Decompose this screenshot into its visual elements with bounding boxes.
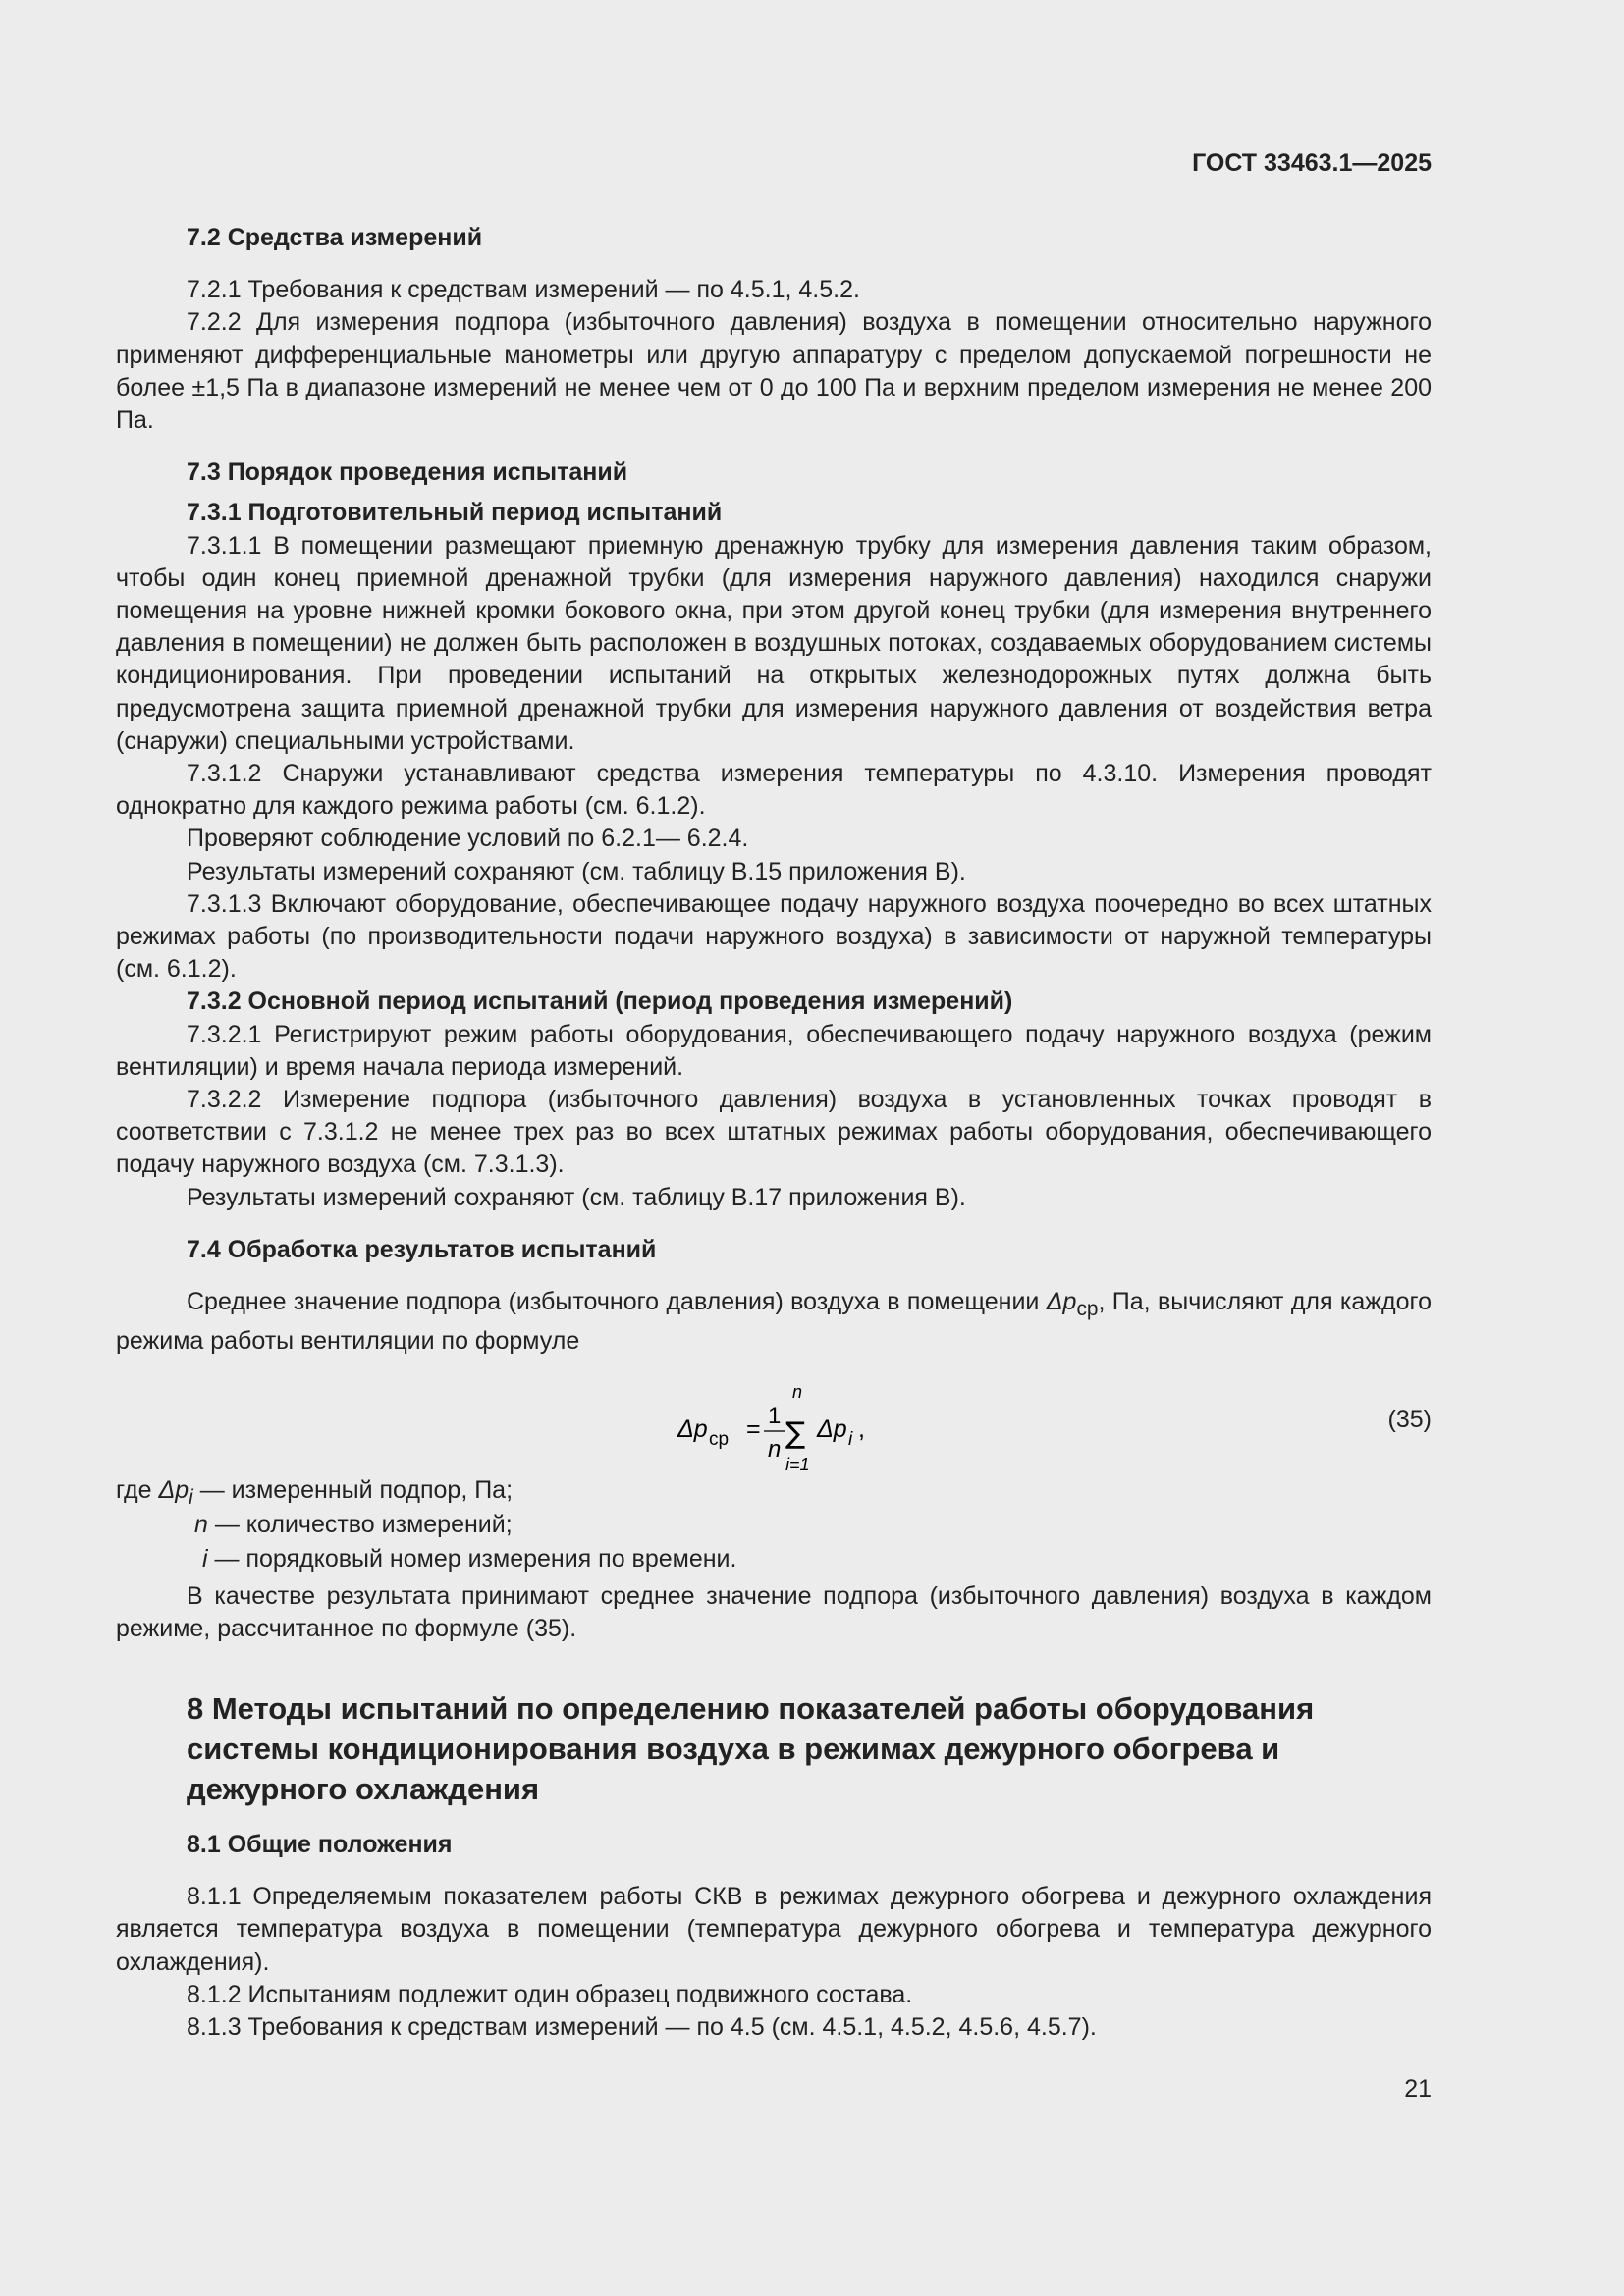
page-number: 21 bbox=[1404, 2075, 1432, 2103]
paragraph-7-3-1-1: 7.3.1.1 В помещении размещают приемную дренажную трубку для измерения давления таким образом, чтобы один конец приемной дренажной трубки (для измерения наружного давления) находился снаружи помещения на уровне нижней кромки бокового окна, при этом другой конец трубки (для измерения внутреннего давления в помещении) не должен быть расположен в воздушных потоках, создаваемых оборудованием системы кондиционирования. При проведении испытаний на открытых железнодорожных путях должна быть предусмотрена защита приемной дренажной трубки для измерения наружного давления от воздействия ветра (снаружи) специальными устройствами. bbox=[116, 531, 1432, 755]
legend-text-i: — порядковый номер измерения по времени. bbox=[214, 1544, 737, 1573]
intro-text-b: , Па, вычисляют для каждого режима работы вентиляции по формуле bbox=[116, 1288, 1432, 1356]
legend-symbol-dp-subscript: i bbox=[189, 1485, 193, 1509]
formula-term: Δp bbox=[817, 1415, 847, 1443]
section-7-3-heading: 7.3 Порядок проведения испытаний bbox=[187, 458, 628, 487]
formula-comma: , bbox=[858, 1415, 865, 1443]
legend-row-i bbox=[202, 1543, 736, 1576]
intro-symbol: Δp bbox=[1046, 1288, 1077, 1316]
document-code-header: ГОСТ 33463.1—2025 bbox=[1192, 149, 1432, 177]
legend-text-dp: — измеренный подпор, Па; bbox=[199, 1475, 514, 1504]
paragraph-7-4-intro bbox=[116, 1286, 1432, 1358]
legend-row-dp bbox=[116, 1474, 513, 1508]
legend-lead: где bbox=[116, 1475, 152, 1504]
paragraph-7-3-1-2: 7.3.1.2 Снаружи устанавливают средства измерения температуры по 4.3.10. Измерения проводят однократно для каждого режима работы (см. 6.1.2). bbox=[116, 760, 1432, 821]
formula-numerator: 1 bbox=[768, 1402, 782, 1429]
intro-text-a: Среднее значение подпора (избыточного давления) воздуха в помещении bbox=[187, 1288, 1047, 1316]
paragraph-results-saved-b15: Результаты измерений сохраняют (см. таблицу В.15 приложения В). bbox=[187, 857, 966, 885]
paragraph-7-3-1-3: 7.3.1.3 Включают оборудование, обеспечивающее подачу наружного воздуха поочередно во всех штатных режимах работы (по производительности подачи наружного воздуха) в зависимости от наружной температуры (см. 6.1.2). bbox=[116, 889, 1432, 984]
formula-sum-sign: ∑ bbox=[785, 1415, 806, 1451]
formula-term-subscript: i bbox=[848, 1428, 853, 1450]
formula-sum-lower: i=1 bbox=[785, 1454, 810, 1472]
legend-symbol-dp: Δp bbox=[158, 1475, 189, 1504]
paragraph-8-1-3: 8.1.3 Требования к средствам измерений — по 4.5 (см. 4.5.1, 4.5.2, 4.5.6, 4.5.7). bbox=[187, 2012, 1097, 2041]
formula-lhs: Δp bbox=[677, 1415, 708, 1443]
formula-legend bbox=[116, 1474, 1432, 1580]
paragraph-8-1-1: 8.1.1 Определяемым показателем работы СКВ в режимах дежурного обогрева и дежурного охлаждения является температура воздуха в помещении (температура дежурного обогрева и температура дежурного охлаждения). bbox=[116, 1883, 1432, 1976]
paragraph-conditions-check: Проверяют соблюдение условий по 6.2.1— 6.2.4. bbox=[187, 825, 749, 853]
legend-symbol-i: i bbox=[202, 1544, 208, 1573]
legend-row-n bbox=[194, 1509, 513, 1542]
formula-graphic bbox=[677, 1384, 1011, 1472]
section-8-1-heading: 8.1 Общие положения bbox=[187, 1830, 453, 1858]
paragraph-7-3-2-2: 7.3.2.2 Измерение подпора (избыточного давления) воздуха в установленных точках проводят в соответствии с 7.3.1.2 не менее трех раз во всех штатных режимах работы оборудования, обеспечивающего подачу наружного воздуха (см. 7.3.1.3). bbox=[116, 1086, 1432, 1179]
document-body bbox=[116, 222, 1432, 2044]
section-7-3-2-heading: 7.3.2 Основной период испытаний (период проведения измерений) bbox=[187, 988, 1013, 1016]
paragraph-8-1-2: 8.1.2 Испытаниям подлежит один образец подвижного состава. bbox=[187, 1980, 913, 2008]
formula-lhs-subscript: ср bbox=[709, 1428, 730, 1450]
paragraph-7-2-2: 7.2.2 Для измерения подпора (избыточного давления) воздуха в помещении относительно наружного применяют дифференциальные манометры или другую аппаратуру с пределом допускаемой погрешности не более ±1,5 Па в диапазоне измерений не менее чем от 0 до 100 Па и верхним пределом измерения не менее 200 Па. bbox=[116, 308, 1432, 435]
legend-text-n: — количество измерений; bbox=[214, 1510, 513, 1538]
legend-symbol-n: n bbox=[194, 1510, 208, 1538]
formula-35 bbox=[116, 1376, 1432, 1470]
paragraph-7-2-1: 7.2.1 Требования к средствам измерений — по 4.5.1, 4.5.2. bbox=[187, 276, 860, 304]
formula-equals: = bbox=[746, 1415, 761, 1443]
intro-symbol-subscript: ср bbox=[1076, 1298, 1099, 1321]
paragraph-results-saved-b17: Результаты измерений сохраняют (см. таблицу В.17 приложения В). bbox=[187, 1183, 966, 1211]
section-7-2-heading: 7.2 Средства измерений bbox=[187, 224, 483, 251]
document-page bbox=[116, 0, 1432, 2296]
paragraph-7-3-2-1: 7.3.2.1 Регистрируют режим работы оборудования, обеспечивающего подачу наружного воздуха (режим вентиляции) и время начала периода измерений. bbox=[116, 1020, 1432, 1081]
section-7-4-heading: 7.4 Обработка результатов испытаний bbox=[187, 1235, 657, 1263]
formula-denominator: n bbox=[768, 1435, 782, 1463]
formula-number: (35) bbox=[1387, 1405, 1432, 1433]
paragraph-7-4-result: В качестве результата принимают среднее значение подпора (избыточного давления) воздуха в каждом режиме, рассчитанное по формуле (35). bbox=[116, 1581, 1432, 1642]
section-7-3-1-heading: 7.3.1 Подготовительный период испытаний bbox=[187, 499, 723, 527]
formula-sum-upper: n bbox=[792, 1383, 803, 1402]
section-8-heading: 8 Методы испытаний по определению показателей работы оборудования системы кондиционирования воздуха в режимах дежурного обогрева и дежурного охлаждения bbox=[187, 1690, 1315, 1806]
